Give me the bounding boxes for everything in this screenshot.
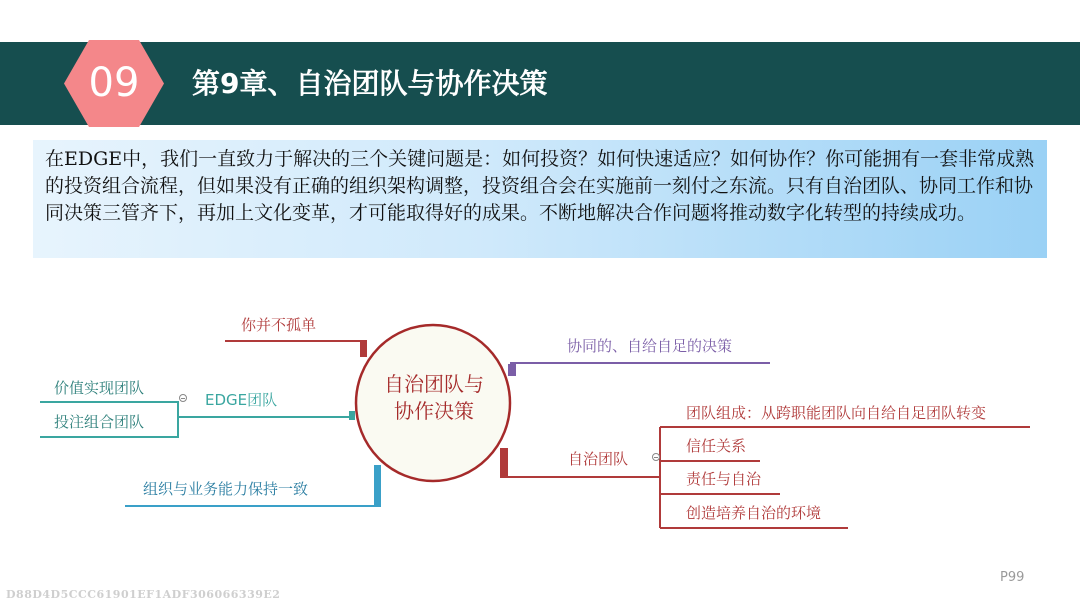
node-align: 组织与业务能力保持一致	[143, 480, 309, 498]
intro-paragraph: 在EDGE中，我们一直致力于解决的三个关键问题是：如何投资？如何快速适应？如何协作？你可能拥有一套非常成熟的投资组合流程，但如果没有正确的组织架构调整，投资组合会在实施前一刻付之东流。只有自治团队、协同工作和协同决策三管齐下，再加上文化变革，才可能取得好的成果。不断地解决合作问题将推动数字化转型的持续成功。	[33, 140, 1047, 258]
branch-line-alone	[225, 341, 365, 356]
center-line-2: 协作决策	[394, 399, 474, 423]
chapter-title: 第9章、自治团队与协作决策	[192, 67, 548, 100]
branch-marker-edge	[349, 411, 355, 420]
node-value-team: 价值实现团队	[54, 379, 145, 397]
center-node-label	[358, 371, 510, 425]
center-line-1: 自治团队与	[384, 372, 484, 396]
node-alone: 你并不孤单	[241, 316, 317, 334]
branch-marker-autonomous	[500, 448, 508, 478]
watermark: D88D4D5CCC61901EF1ADF306066339E2	[6, 588, 281, 601]
collapse-icon[interactable]	[179, 394, 187, 402]
node-portfolio-team: 投注组合团队	[54, 413, 145, 431]
node-autonomous: 自治团队	[568, 450, 629, 468]
node-edge-team: EDGE团队	[205, 391, 278, 409]
chapter-number: 09	[88, 60, 140, 106]
page-number: P99	[1000, 570, 1025, 585]
branch-marker-align	[374, 465, 381, 505]
branch-marker-alone	[360, 340, 367, 357]
node-environment: 创造培养自治的环境	[686, 504, 822, 522]
node-collab: 协同的、自给自足的决策	[567, 337, 733, 355]
node-composition: 团队组成：从跨职能团队向自给自足团队转变	[686, 404, 987, 422]
collapse-icon[interactable]	[652, 453, 660, 461]
node-responsibility: 责任与自治	[686, 470, 762, 488]
node-trust: 信任关系	[686, 437, 747, 455]
